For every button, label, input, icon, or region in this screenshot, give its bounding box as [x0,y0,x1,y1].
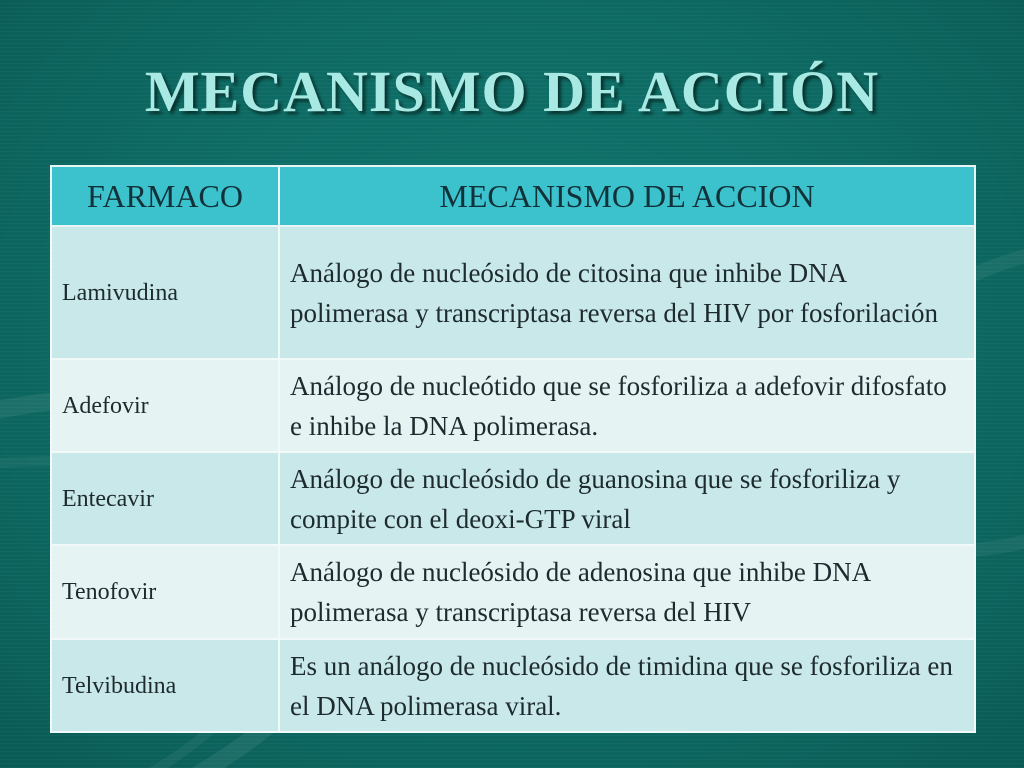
column-header-mechanism: MECANISMO DE ACCION [279,166,975,226]
slide-title: MECANISMO DE ACCIÓN [144,59,880,124]
table-row [51,452,975,545]
drug-name-cell: Entecavir [51,452,279,545]
mechanism-cell: Es un análogo de nucleósido de timidina que se fosforiliza en el DNA polimerasa viral. [279,639,975,732]
table-row [51,545,975,639]
table-row [51,359,975,452]
drug-name-cell: Lamivudina [51,226,279,359]
drug-name-cell: Adefovir [51,359,279,452]
drug-name-cell: Telvibudina [51,639,279,732]
mechanism-cell: Análogo de nucleósido de citosina que inhibe DNA polimerasa y transcriptasa reversa del HIV por fosforilación [279,226,975,359]
drug-name-cell: Tenofovir [51,545,279,639]
column-header-drug: FARMACO [51,166,279,226]
mechanism-cell: Análogo de nucleósido de guanosina que se fosforiliza y compite con el deoxi-GTP viral [279,452,975,545]
mechanism-table [50,165,976,733]
table-row [51,226,975,359]
table-header-row [51,166,975,226]
mechanism-cell: Análogo de nucleósido de adenosina que inhibe DNA polimerasa y transcriptasa reversa del HIV [279,545,975,639]
mechanism-cell: Análogo de nucleótido que se fosforiliza a adefovir difosfato e inhibe la DNA polimerasa. [279,359,975,452]
table-row [51,639,975,732]
